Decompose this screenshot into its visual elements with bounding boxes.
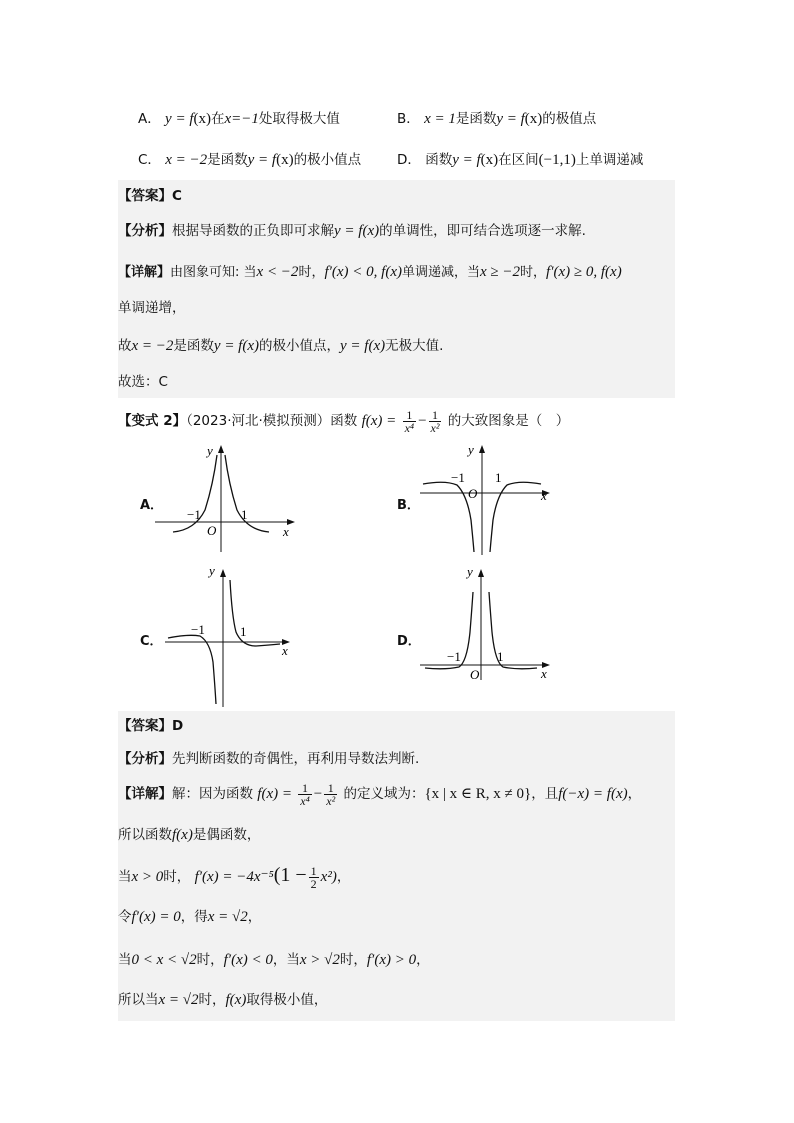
detail-2-line5: 当0 < x < √2时，f′(x) < 0，当x > √2时，f′(x) > 0， [118, 952, 430, 968]
x-label: x [282, 643, 288, 658]
detail-1-line1: 【详解】由图象可知: 当x < −2时，f′(x) < 0, f(x)单调递减，当x ≥ −2时，f′(x) ≥ 0, f(x) [118, 264, 622, 280]
option-b[interactable]: B． x = 1是函数y = f(x)的极值点 [397, 111, 597, 127]
neg-one-label: −1 [191, 622, 205, 637]
option-c[interactable]: C． x = −2是函数y = f(x)的极小值点 [138, 152, 362, 168]
graph-b-label[interactable]: B． [397, 498, 420, 513]
fraction-1-over-x4: $\frac{1}{\text{x⁴}}$ [300, 780, 310, 808]
one-label: 1 [495, 470, 502, 485]
fraction-one-half: $\frac{1}{2}$ [310, 863, 317, 891]
fraction-1-over-x2: $\frac{1}{\text{x²}}$ [430, 407, 440, 435]
y-label: y [468, 442, 474, 457]
detail-2-line4: 令f′(x) = 0，得x = √2， [118, 909, 262, 925]
analysis-1: 【分析】根据导函数的正负即可求解y = f(x)的单调性，即可结合选项逐一求解. [118, 223, 586, 239]
y-axis-arrow [478, 569, 484, 577]
detail-1-line2: 单调递增， [118, 300, 186, 316]
graph-c[interactable] [160, 562, 305, 712]
fraction-1-over-x4: $\frac{1}{\text{x⁴}}$ [404, 407, 415, 435]
neg-one-label: −1 [187, 507, 201, 522]
neg-one-label: −1 [447, 649, 461, 664]
graph-b[interactable] [415, 440, 560, 560]
analysis-2: 【分析】先判断函数的奇偶性，再利用导数法判断. [118, 751, 420, 767]
neg-one-label: −1 [451, 470, 465, 485]
y-axis-arrow [218, 445, 224, 453]
detail-1-line3: 故x = −2是函数y = f(x)的极小值点，y = f(x)无极大值. [118, 338, 444, 354]
x-label: x [541, 666, 547, 681]
one-label: 1 [497, 649, 504, 664]
y-axis-arrow [220, 569, 226, 577]
answer-2: 【答案】D [118, 718, 184, 734]
y-label: y [209, 563, 215, 578]
origin-label: O [468, 486, 478, 501]
curve-left [168, 635, 216, 704]
graph-a[interactable] [155, 440, 300, 560]
fraction-1-over-x2: $\frac{1}{\text{x²}}$ [326, 780, 336, 808]
origin-label: O [207, 523, 217, 538]
origin-label: O [470, 667, 480, 682]
graph-a-label[interactable]: A． [140, 498, 164, 513]
y-label: y [207, 443, 213, 458]
option-a[interactable]: A． y = f(x)在x=−1处取得极大值 [138, 111, 340, 127]
detail-2-line6: 所以当x = √2时，f(x)取得极小值， [118, 992, 328, 1008]
answer-1: 【答案】C [118, 188, 182, 204]
x-label: x [283, 524, 289, 539]
graph-d-label[interactable]: D． [397, 634, 421, 649]
solution-1-block [118, 180, 675, 398]
one-label: 1 [240, 624, 247, 639]
choose-1: 故选：C [118, 374, 168, 390]
x-label: x [541, 488, 547, 503]
graph-d[interactable] [415, 562, 560, 687]
detail-2-line1: 【详解】解：因为函数 f(x) = $\frac{1}{\text{x⁴}}$ − $\frac{1}{\text{x²}}$ 的定义域为：{x | x ∈ R, x ≠ 0}，且f(−x) = f(x)， [118, 780, 642, 808]
y-axis-arrow [479, 445, 485, 453]
variant-2-question: 【变式 2】（2023·河北·模拟预测）函数 f(x) = $\frac{1}{\text{x⁴}}$ − $\frac{1}{\text{x²}}$ 的大致图象是（ ） [118, 407, 570, 435]
curve-right [230, 580, 280, 646]
graph-c-label[interactable]: C． [140, 634, 163, 649]
detail-2-line2: 所以函数f(x)是偶函数， [118, 827, 261, 843]
one-label: 1 [241, 507, 248, 522]
option-d[interactable]: D． 函数y = f(x)在区间(−1,1)上单调递减 [397, 152, 644, 168]
y-label: y [467, 564, 473, 579]
detail-2-line3: 当x > 0时， f′(x) = −4x⁻⁵(1 − $\frac{1}{2}$ x²)， [118, 863, 351, 891]
